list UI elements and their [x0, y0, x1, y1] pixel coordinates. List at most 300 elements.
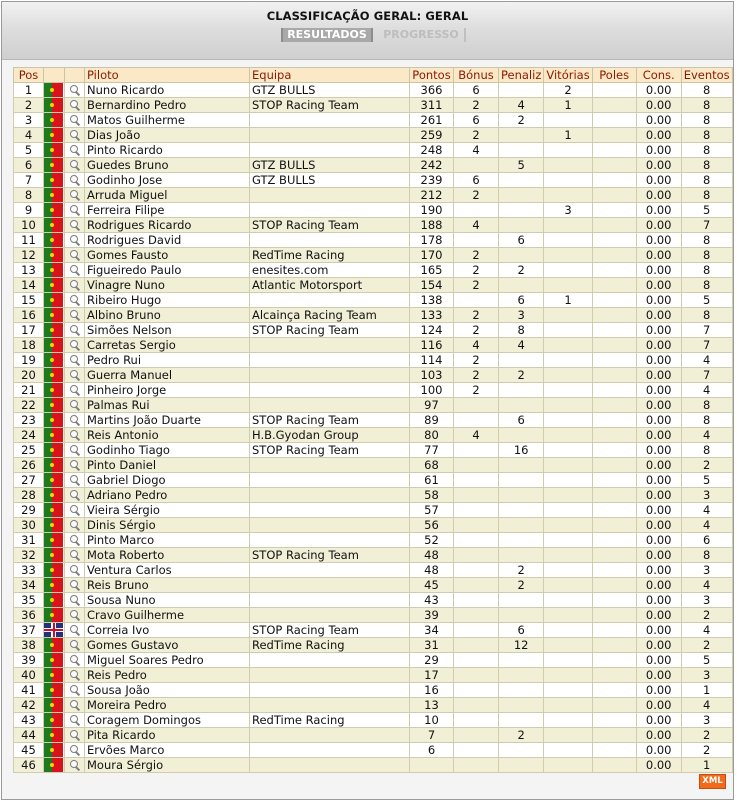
cell-penaliz: 8 [499, 323, 544, 338]
table-row[interactable] [14, 743, 733, 758]
cell-pos: 44 [14, 728, 44, 743]
cell-equipa: STOP Racing Team [250, 623, 410, 638]
magnifier-icon[interactable] [65, 533, 84, 547]
portugal-flag-icon [44, 473, 63, 487]
table-row[interactable] [14, 593, 733, 608]
cell-equipa: GTZ BULLS [250, 158, 410, 173]
cell-pos: 12 [14, 248, 44, 263]
cell-penaliz [499, 128, 544, 143]
details-cell[interactable] [65, 713, 85, 728]
cell-pontos: 39 [410, 608, 454, 623]
magnifier-icon[interactable] [65, 728, 84, 742]
flag-cell [44, 158, 65, 173]
magnifier-icon[interactable] [65, 683, 84, 697]
cell-bonus: 4 [454, 428, 499, 443]
cell-equipa [250, 743, 410, 758]
table-row[interactable] [14, 353, 733, 368]
cell-poles [592, 368, 636, 383]
portugal-flag-icon [44, 368, 63, 382]
cell-eventos: 4 [681, 698, 732, 713]
cell-pos: 18 [14, 338, 44, 353]
table-row[interactable] [14, 128, 733, 143]
details-cell[interactable] [65, 218, 85, 233]
cell-equipa [250, 383, 410, 398]
details-cell[interactable] [65, 473, 85, 488]
magnifier-icon[interactable] [65, 188, 84, 202]
cell-cons: 0.00 [636, 563, 681, 578]
table-row[interactable] [14, 728, 733, 743]
magnifier-icon[interactable] [65, 398, 84, 412]
cell-piloto[interactable]: Matos Guilherme [85, 113, 250, 128]
table-row[interactable] [14, 143, 733, 158]
cell-piloto[interactable]: Ribeiro Hugo [85, 293, 250, 308]
cell-piloto[interactable]: Pedro Rui [85, 353, 250, 368]
flag-cell [44, 518, 65, 533]
table-row[interactable] [14, 563, 733, 578]
cell-cons: 0.00 [636, 473, 681, 488]
table-row[interactable] [14, 443, 733, 458]
cell-cons: 0.00 [636, 398, 681, 413]
cell-equipa: STOP Racing Team [250, 323, 410, 338]
cell-vitorias [544, 698, 592, 713]
magnifier-icon[interactable] [65, 143, 84, 157]
magnifier-icon[interactable] [65, 368, 84, 382]
details-cell[interactable] [65, 503, 85, 518]
details-cell[interactable] [65, 653, 85, 668]
details-cell[interactable] [65, 368, 85, 383]
portugal-flag-icon [44, 128, 63, 142]
col-header-pos[interactable]: Pos [14, 68, 44, 83]
portugal-flag-icon [44, 533, 63, 547]
cell-pos: 8 [14, 188, 44, 203]
details-cell[interactable] [65, 248, 85, 263]
cell-piloto[interactable]: Arruda Miguel [85, 188, 250, 203]
cell-piloto[interactable]: Palmas Rui [85, 398, 250, 413]
magnifier-icon[interactable] [65, 473, 84, 487]
details-cell[interactable] [65, 173, 85, 188]
table-row[interactable] [14, 503, 733, 518]
table-row[interactable] [14, 698, 733, 713]
col-header-cons[interactable]: Cons. [636, 68, 681, 83]
details-cell[interactable] [65, 353, 85, 368]
portugal-flag-icon [44, 263, 63, 277]
table-row[interactable] [14, 548, 733, 563]
cell-piloto[interactable]: Gomes Fausto [85, 248, 250, 263]
details-cell[interactable] [65, 188, 85, 203]
table-row[interactable] [14, 473, 733, 488]
table-row[interactable] [14, 248, 733, 263]
table-row[interactable] [14, 578, 733, 593]
cell-pos: 39 [14, 653, 44, 668]
table-row[interactable] [14, 278, 733, 293]
flag-cell [44, 683, 65, 698]
cell-penaliz [499, 398, 544, 413]
cell-poles [592, 443, 636, 458]
details-cell[interactable] [65, 458, 85, 473]
portugal-flag-icon [44, 608, 63, 622]
cell-poles [592, 428, 636, 443]
details-cell[interactable] [65, 608, 85, 623]
cell-piloto[interactable]: Nuno Ricardo [85, 83, 250, 98]
cell-piloto[interactable]: Vinagre Nuno [85, 278, 250, 293]
details-cell[interactable] [65, 83, 85, 98]
cell-eventos: 1 [681, 758, 732, 773]
cell-pos: 21 [14, 383, 44, 398]
cell-pontos: 165 [410, 263, 454, 278]
cell-vitorias [544, 668, 592, 683]
cell-bonus [454, 413, 499, 428]
magnifier-icon[interactable] [65, 503, 84, 517]
cell-piloto[interactable]: Simões Nelson [85, 323, 250, 338]
col-header-piloto[interactable]: Piloto [85, 68, 250, 83]
details-cell[interactable] [65, 518, 85, 533]
table-row[interactable] [14, 533, 733, 548]
cell-penaliz [499, 668, 544, 683]
table-row[interactable] [14, 368, 733, 383]
cell-piloto[interactable]: Dias João [85, 128, 250, 143]
cell-piloto[interactable]: Sousa João [85, 683, 250, 698]
details-cell[interactable] [65, 278, 85, 293]
cell-piloto[interactable]: Reis Bruno [85, 578, 250, 593]
cell-pontos: 68 [410, 458, 454, 473]
cell-piloto[interactable]: Pinheiro Jorge [85, 383, 250, 398]
cell-eventos: 2 [681, 608, 732, 623]
cell-poles [592, 173, 636, 188]
table-row[interactable] [14, 518, 733, 533]
cell-piloto[interactable]: Martins João Duarte [85, 413, 250, 428]
magnifier-icon[interactable] [65, 608, 84, 622]
cell-piloto[interactable]: Pinto Ricardo [85, 143, 250, 158]
cell-cons: 0.00 [636, 413, 681, 428]
cell-pos: 29 [14, 503, 44, 518]
cell-piloto[interactable]: Gomes Gustavo [85, 638, 250, 653]
cell-piloto[interactable]: Bernardino Pedro [85, 98, 250, 113]
cell-pontos: 259 [410, 128, 454, 143]
details-cell[interactable] [65, 413, 85, 428]
flag-cell [44, 593, 65, 608]
table-row[interactable] [14, 758, 733, 773]
xml-export-button[interactable]: XML [699, 774, 726, 789]
magnifier-icon[interactable] [65, 248, 84, 262]
cell-equipa [250, 353, 410, 368]
cell-pontos: 56 [410, 518, 454, 533]
table-row[interactable] [14, 488, 733, 503]
details-cell[interactable] [65, 323, 85, 338]
magnifier-icon[interactable] [65, 443, 84, 457]
table-row[interactable] [14, 413, 733, 428]
portugal-flag-icon [44, 218, 63, 232]
cell-piloto[interactable]: Adriano Pedro [85, 488, 250, 503]
cell-piloto[interactable]: Ferreira Filipe [85, 203, 250, 218]
details-cell[interactable] [65, 203, 85, 218]
table-row[interactable] [14, 98, 733, 113]
cell-penaliz [499, 458, 544, 473]
cell-eventos: 8 [681, 263, 732, 278]
cell-equipa [250, 758, 410, 773]
cell-piloto[interactable]: Guerra Manuel [85, 368, 250, 383]
cell-bonus [454, 653, 499, 668]
cell-piloto[interactable]: Ventura Carlos [85, 563, 250, 578]
portugal-flag-icon [44, 713, 63, 727]
details-cell[interactable] [65, 578, 85, 593]
details-cell[interactable] [65, 338, 85, 353]
cell-piloto[interactable]: Pinto Daniel [85, 458, 250, 473]
table-row[interactable] [14, 263, 733, 278]
magnifier-icon[interactable] [65, 578, 84, 592]
flag-cell [44, 488, 65, 503]
magnifier-icon[interactable] [65, 743, 84, 757]
table-row[interactable] [14, 653, 733, 668]
cell-piloto[interactable]: Moreira Pedro [85, 698, 250, 713]
cell-bonus [454, 743, 499, 758]
flag-cell [44, 248, 65, 263]
cell-piloto[interactable]: Mota Roberto [85, 548, 250, 563]
details-cell[interactable] [65, 293, 85, 308]
table-row[interactable] [14, 293, 733, 308]
cell-eventos: 8 [681, 248, 732, 263]
cell-bonus: 2 [454, 383, 499, 398]
cell-equipa: STOP Racing Team [250, 548, 410, 563]
cell-piloto[interactable]: Carretas Sergio [85, 338, 250, 353]
cell-piloto[interactable]: Miguel Soares Pedro [85, 653, 250, 668]
magnifier-icon[interactable] [65, 593, 84, 607]
cell-pos: 11 [14, 233, 44, 248]
col-header-poles[interactable]: Poles [592, 68, 636, 83]
details-cell[interactable] [65, 113, 85, 128]
details-cell[interactable] [65, 668, 85, 683]
cell-piloto[interactable]: Godinho Jose [85, 173, 250, 188]
table-row[interactable] [14, 323, 733, 338]
magnifier-icon[interactable] [65, 488, 84, 502]
details-cell[interactable] [65, 548, 85, 563]
table-row[interactable] [14, 398, 733, 413]
portugal-flag-icon [44, 113, 63, 127]
cell-bonus: 6 [454, 173, 499, 188]
cell-cons: 0.00 [636, 98, 681, 113]
tab-progresso[interactable]: PROGRESSO [378, 28, 466, 42]
flag-cell [44, 128, 65, 143]
cell-piloto[interactable]: Reis Pedro [85, 668, 250, 683]
table-row[interactable] [14, 233, 733, 248]
table-row[interactable] [14, 308, 733, 323]
cell-piloto[interactable]: Guedes Bruno [85, 158, 250, 173]
cell-piloto[interactable]: Vieira Sérgio [85, 503, 250, 518]
cell-vitorias [544, 758, 592, 773]
cell-poles [592, 743, 636, 758]
magnifier-icon[interactable] [65, 458, 84, 472]
cell-poles [592, 563, 636, 578]
col-header-bonus[interactable]: Bónus [454, 68, 499, 83]
cell-eventos: 3 [681, 668, 732, 683]
cell-vitorias [544, 188, 592, 203]
cell-piloto[interactable]: Correia Ivo [85, 623, 250, 638]
cell-bonus: 2 [454, 128, 499, 143]
cell-piloto[interactable]: Pinto Marco [85, 533, 250, 548]
cell-bonus: 2 [454, 248, 499, 263]
magnifier-icon[interactable] [65, 98, 84, 112]
magnifier-icon[interactable] [65, 308, 84, 322]
table-row[interactable] [14, 668, 733, 683]
table-row[interactable] [14, 383, 733, 398]
col-header-eventos[interactable]: Eventos [681, 68, 732, 83]
magnifier-icon[interactable] [65, 323, 84, 337]
details-cell[interactable] [65, 638, 85, 653]
details-cell[interactable] [65, 98, 85, 113]
details-cell[interactable] [65, 383, 85, 398]
cell-cons: 0.00 [636, 308, 681, 323]
cell-bonus: 2 [454, 98, 499, 113]
cell-piloto[interactable]: Gabriel Diogo [85, 473, 250, 488]
magnifier-icon[interactable] [65, 563, 84, 577]
flag-cell [44, 533, 65, 548]
cell-equipa [250, 668, 410, 683]
details-cell[interactable] [65, 158, 85, 173]
magnifier-icon[interactable] [65, 218, 84, 232]
cell-eventos: 5 [681, 203, 732, 218]
details-cell[interactable] [65, 263, 85, 278]
magnifier-icon[interactable] [65, 698, 84, 712]
table-row[interactable] [14, 608, 733, 623]
cell-piloto[interactable]: Pita Ricardo [85, 728, 250, 743]
magnifier-icon[interactable] [65, 293, 84, 307]
magnifier-icon[interactable] [65, 263, 84, 277]
cell-piloto[interactable]: Albino Bruno [85, 308, 250, 323]
col-header-penaliz[interactable]: Penaliz [499, 68, 544, 83]
flag-cell [44, 353, 65, 368]
table-row[interactable] [14, 113, 733, 128]
magnifier-icon[interactable] [65, 353, 84, 367]
col-header-vitorias[interactable]: Vitórias [544, 68, 592, 83]
magnifier-icon[interactable] [65, 413, 84, 427]
details-cell[interactable] [65, 728, 85, 743]
cell-pos: 35 [14, 593, 44, 608]
cell-eventos: 8 [681, 233, 732, 248]
cell-vitorias [544, 113, 592, 128]
cell-equipa [250, 728, 410, 743]
magnifier-icon[interactable] [65, 173, 84, 187]
details-cell[interactable] [65, 533, 85, 548]
details-cell[interactable] [65, 698, 85, 713]
portugal-flag-icon [44, 653, 63, 667]
details-cell[interactable] [65, 428, 85, 443]
portugal-flag-icon [44, 173, 63, 187]
table-row[interactable] [14, 173, 733, 188]
cell-pos: 6 [14, 158, 44, 173]
cell-vitorias [544, 413, 592, 428]
flag-cell [44, 473, 65, 488]
cell-piloto[interactable]: Rodrigues Ricardo [85, 218, 250, 233]
table-row[interactable] [14, 83, 733, 98]
magnifier-icon[interactable] [65, 428, 84, 442]
magnifier-icon[interactable] [65, 638, 84, 652]
cell-bonus: 4 [454, 338, 499, 353]
details-cell[interactable] [65, 488, 85, 503]
details-cell[interactable] [65, 563, 85, 578]
table-row[interactable] [14, 158, 733, 173]
table-row[interactable] [14, 458, 733, 473]
magnifier-icon[interactable] [65, 113, 84, 127]
cell-piloto[interactable]: Moura Sérgio [85, 758, 250, 773]
details-cell[interactable] [65, 743, 85, 758]
table-row[interactable] [14, 428, 733, 443]
details-cell[interactable] [65, 128, 85, 143]
col-header-equipa[interactable]: Equipa [250, 68, 410, 83]
table-row[interactable] [14, 683, 733, 698]
cell-pontos: 80 [410, 428, 454, 443]
magnifier-icon[interactable] [65, 128, 84, 142]
details-cell[interactable] [65, 233, 85, 248]
details-cell[interactable] [65, 143, 85, 158]
magnifier-icon[interactable] [65, 203, 84, 217]
cell-piloto[interactable]: Ervões Marco [85, 743, 250, 758]
cell-vitorias: 1 [544, 293, 592, 308]
flag-cell [44, 383, 65, 398]
cell-piloto[interactable]: Godinho Tiago [85, 443, 250, 458]
portugal-flag-icon [44, 758, 63, 772]
table-row[interactable] [14, 713, 733, 728]
cell-piloto[interactable]: Figueiredo Paulo [85, 263, 250, 278]
magnifier-icon[interactable] [65, 338, 84, 352]
magnifier-icon[interactable] [65, 383, 84, 397]
table-row[interactable] [14, 203, 733, 218]
cell-pos: 16 [14, 308, 44, 323]
magnifier-icon[interactable] [65, 653, 84, 667]
magnifier-icon[interactable] [65, 518, 84, 532]
magnifier-icon[interactable] [65, 83, 84, 97]
details-cell[interactable] [65, 443, 85, 458]
col-header-pontos[interactable]: Pontos [410, 68, 454, 83]
table-row[interactable] [14, 638, 733, 653]
details-cell[interactable] [65, 758, 85, 773]
cell-piloto[interactable]: Coragem Domingos [85, 713, 250, 728]
cell-equipa [250, 653, 410, 668]
cell-piloto[interactable]: Dinis Sérgio [85, 518, 250, 533]
cell-equipa [250, 293, 410, 308]
details-cell[interactable] [65, 683, 85, 698]
details-cell[interactable] [65, 308, 85, 323]
details-cell[interactable] [65, 593, 85, 608]
flag-cell [44, 338, 65, 353]
cell-cons: 0.00 [636, 338, 681, 353]
cell-piloto[interactable]: Rodrigues David [85, 233, 250, 248]
cell-vitorias [544, 383, 592, 398]
details-cell[interactable] [65, 398, 85, 413]
magnifier-icon[interactable] [65, 668, 84, 682]
magnifier-icon[interactable] [65, 158, 84, 172]
table-row[interactable] [14, 188, 733, 203]
magnifier-icon[interactable] [65, 713, 84, 727]
table-row[interactable] [14, 338, 733, 353]
magnifier-icon[interactable] [65, 278, 84, 292]
magnifier-icon[interactable] [65, 758, 84, 772]
table-row[interactable] [14, 218, 733, 233]
cell-piloto[interactable]: Sousa Nuno [85, 593, 250, 608]
table-row[interactable] [14, 623, 733, 638]
cell-vitorias [544, 338, 592, 353]
tab-resultados[interactable]: RESULTADOS [281, 28, 373, 42]
portugal-flag-icon [44, 503, 63, 517]
cell-pontos: 52 [410, 533, 454, 548]
details-cell[interactable] [65, 623, 85, 638]
cell-pontos: 100 [410, 383, 454, 398]
magnifier-icon[interactable] [65, 623, 84, 637]
magnifier-icon[interactable] [65, 233, 84, 247]
magnifier-icon[interactable] [65, 548, 84, 562]
cell-bonus: 2 [454, 368, 499, 383]
cell-piloto[interactable]: Cravo Guilherme [85, 608, 250, 623]
cell-equipa [250, 338, 410, 353]
cell-piloto[interactable]: Reis Antonio [85, 428, 250, 443]
